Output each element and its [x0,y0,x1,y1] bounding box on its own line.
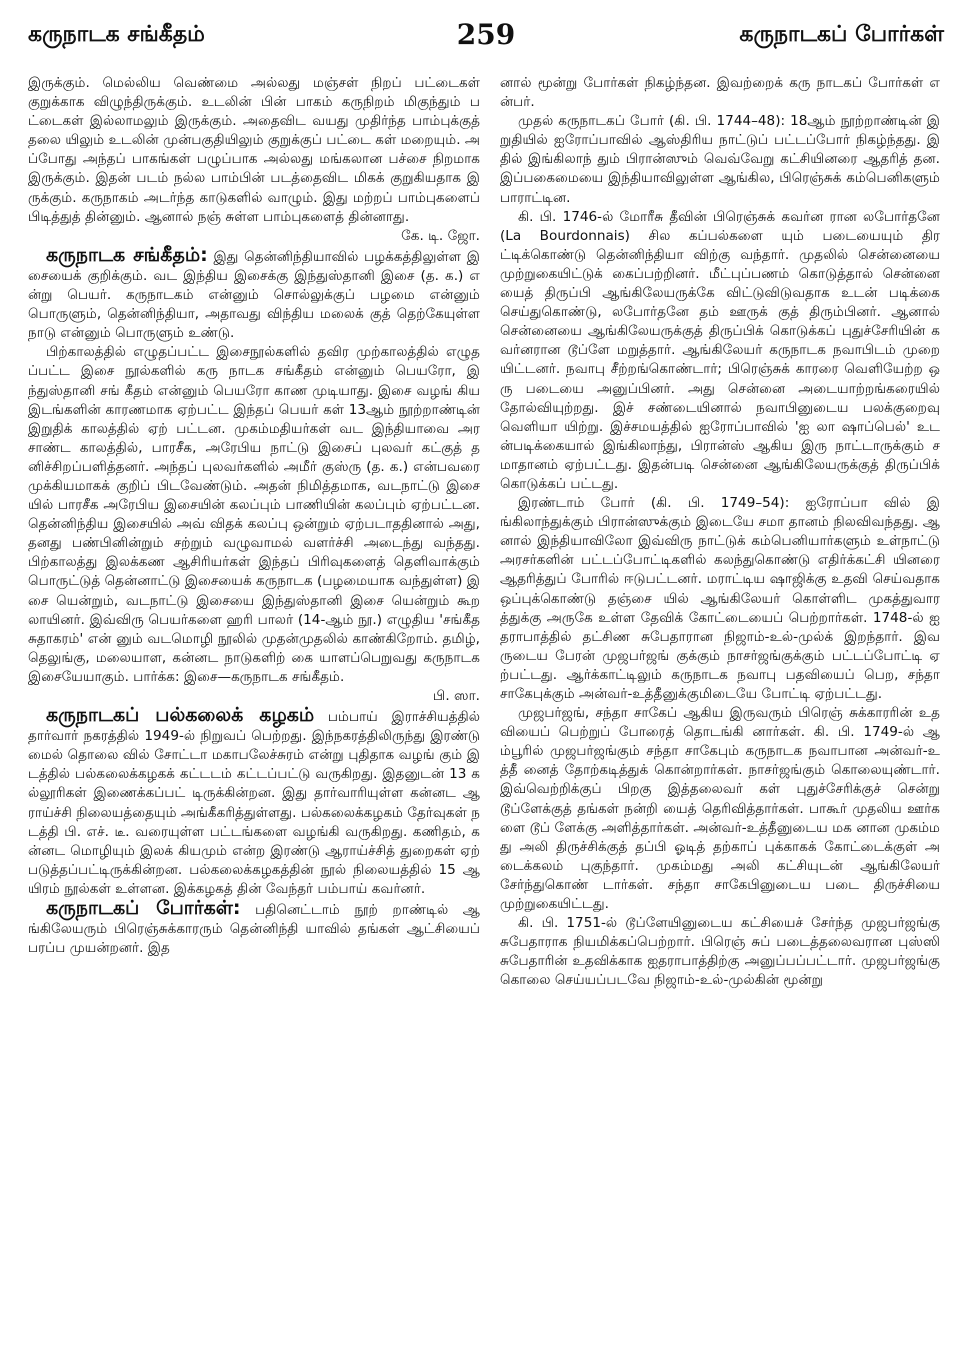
section-heading: முதல் கருநாடகப் போர் (கி. பி. 1744–48): [518,113,786,130]
paragraph: பிற்காலத்தில் எழுதப்பட்ட இசைநூல்களில் தவிர முற்காலத்தில் எழுதப்பட்ட இசை நூல்களில் கரு நாடக சங்கீதம் என்னும் பெயரோ, இந்துஸ்தானி சங் கீதம் என்னும் பெயரோ காண முடியாது. இசை வழங் கிய இடங்களின் காரணமாக ஏற்பட்ட இந்தப் பெயர் கள் 13ஆம் நூற்றாண்டின் இறுதிக் காலத்தில் ஏற் பட்டன. முகம்மதியர்கள் வட இந்தியாவை அரசாண்ட காலத்தில், பாரசீக, அரேபிய நாட்டு இசைப் புலவர் கட்குத் தனிச்சிறப்பளித்தனர். அந்தப் புலவர்களில் அமீர் குஸ்ரு (த. க.) என்பவரை முக்கியமாகக் குறிப் பிடவேண்டும். அதன் நிமித்தமாக, வடநாட்டு இசை யில் பாரசீக அரேபிய இசையின் கலப்பும் பாணியின் கலப்பும் ஏற்பட்டன. தென்னிந்திய இசையில் அவ் விதக் கலப்பு ஒன்றும் ஏற்படாததினால் அது, தனது பண்பினின்றும் சற்றும் வழுவாமல் வளர்ச்சி அடைந்து வந்தது. பிற்காலத்து இலக்கண ஆசிரியர்கள் இந்தப் பிரிவுகளைத் தெளிவாக்கும் பொருட்டுத் தென்னாட்டு இசையைக் கருநாடக (பழமையாக வந்துள்ள) இசை யென்றும், வடநாட்டு இசையை இந்துஸ்தானி இசை யென்றும் கூறலாயினர். இவ்விரு பெயர்களை ஹரி பாலர் (14-ஆம் நூ.) எழுதிய 'சங்கீத சுதாகரம்' என் னும் வடமொழி நூலில் முதன்முதலில் காண்கிறோம். தமிழ், தெலுங்கு, மலையாள, கன்னட நாடுகளிற் கை யாளப்பெறுவது கருநாடக இசையேயாகும். பார்க்க: இசை—கருநாடக சங்கீதம். [28,344,480,685]
section-heading: இரண்டாம் போர் (கி. பி. 1749–54): [518,495,790,512]
paragraph: கி. பி. 1746-ல் மோரீசு தீவின் பிரெஞ்சுக் கவர்ன ரான லபோர்தனே (La Bourdonnais) சில கப்பல்களை யும் படையையும் திரட்டிக்கொண்டு தென்னிந்தியா விற்கு வந்தார். முதலில் சென்னையை முற்றுகையிட்டுக் கைப்பற்றினர். மீட்புப்பணம் கொடுத்தால் சென்னை யைத் திருப்பி ஆங்கிலேயருக்கே விட்டுவிடுவதாக உடன் படிக்கை செய்துகொண்டு, லபோர்தனே தம் ஊருக் குத் திரும்பினர். ஆனால் சென்னையை ஆங்கிலேயருக்குத் திருப்பிக் கொடுக்கப் புதுச்சேரியின் கவர்னரான டூப்ளே மறுத்தார். ஆங்கிலேயர் கருநாடக நவாபிடம் முறை யிட்டனர். நவாபு சீற்றங்கொண்டார்; பிரெஞ்சுக் காரரை வெளியேற்ற ஒரு படையை அனுப்பினர். அது சென்னை அடையாற்றங்கரையில் தோல்வியுற்றது. இச் சண்டையினால் நவாபினுடைய பலக்குறைவு வெளியா யிற்று. இச்சமயத்தில் ஐரோப்பாவில் 'ஐ லா ஷாப்பெல்' உடன்படிக்கையால் இங்கிலாந்து, பிரான்ஸ் ஆகிய இரு நாட்டாருக்கும் சமாதானம் ஏற்பட்டது. இதன்படி சென்னை ஆங்கிலேயருக்குத் திருப்பிக் கொடுக்கப் பட்டது. [500,208,940,492]
intro-paragraph: இருக்கும். மெல்லிய வெண்மை அல்லது மஞ்சள் நிறப் பட்டைகள் குறுக்காக விழுந்திருக்கும். உடலின் பின் பாகம் கருநிறம் மிகுந்தும் பட்டைகள் இல்லாமலும் இருக்கும். அதைவிட வயது முதிர்ந்த பாம்புக்குத் தலை யிலும் உடலின் முன்பகுதியிலும் குறுக்குப் பட்டை கள் மறையும். அப்போது அந்தப் பாகங்கள் பழுப்பாக அல்லது மங்கலான பச்சை நிறமாக இருக்கும். இதன் படம் நல்ல பாம்பின் படத்தைவிட மிகக் குறுகியதாக இருக்கும். கருநாகம் அடர்ந்த காடுகளில் வாழும். இது மற்றப் பாம்புகளைப் பிடித்துத் தின்னும். ஆனால் நஞ் சுள்ள பாம்புகளைத் தின்னாது. [28,75,480,225]
entry-karnataka-university [28,706,480,899]
paragraph: கி. பி. 1751-ல் டூப்ளேயினுடைய கட்சியைச் சேர்ந்த முஜபர்ஜங்கு சுபேதாராக நியமிக்கப்பெற்றார். பிரெஞ் சுப் படைத்தலைவரான புஸ்ஸி சுபேதாரின் உதவிக்காக ஐதராபாத்திற்கு அனுப்பப்பட்டார். முஜபர்ஜங்கு கொலை செய்யப்படவே நிஜாம்-உல்-முல்கின் மூன்று [500,915,940,989]
second-war-section [500,494,940,704]
entry-title: கருநாடகப் போர்கள்: [46,897,241,920]
first-war-section [500,112,940,207]
author-initials: கே. டி. ஜோ. [401,227,480,244]
section-body: 18ஆம் நூற்றாண்டின் இறுதியில் ஐரோப்பாவில் ஆஸ்திரிய நாட்டுப் பட்டப்போர் நிகழ்ந்தது. இதில் இங்கிலாந் தும் பிரான்ஸும் வெவ்வேறு கட்சியினரை ஆதரித் தன. இப்பகைமையை இந்தியாவிலுள்ள ஆங்கில, பிரெஞ்சுக் கம்பெனிகளும் பாராட்டின. [500,113,940,206]
entry-title: கருநாடக சங்கீதம்: [46,243,208,266]
entry-karnataka-wars [28,899,480,958]
right-column [500,74,940,991]
paragraph: முஜபர்ஜங், சந்தா சாகேப் ஆகிய இருவரும் பிரெஞ் சுக்காரரின் உதவியைப் பெற்றுப் போரைத் தொடங்கி னார்கள். கி. பி. 1749-ல் ஆம்பூரில் முஜபர்ஜங்கும் சந்தா சாகேபும் கருநாடக நவாபான அன்வர்-உத்தீ னைத் தோற்கடித்துக் கொன்றார்கள். நாசர்ஜங்கும் கொலையுண்டார். இவ்வெற்றிக்குப் பிறகு இத்தலைவர் கள் புதுச்சேரிக்குச் சென்று டூப்ளேக்குத் தங்கள் நன்றி யைத் தெரிவித்தார்கள். பாகூர் முதலிய ஊர்களை டூப் ளேக்கு அளித்தார்கள். அன்வர்-உத்தீனுடைய மக னான முகம்மது அலி திருச்சிக்குத் தப்பி ஓடித் தற்காப் புக்காகக் கோட்டைக்குள் அடைக்கலம் புகுந்தார். முகம்மது அலி கட்சியுடன் ஆங்கிலேயர் சேர்ந்துகொண் டார்கள். சந்தா சாகேபினுடைய படை திருச்சியை முற்றுகையிட்டது. [500,705,940,913]
section-body: ஐரோப்பா வில் இங்கிலாந்துக்கும் பிரான்ஸுக்கும் இடையே சமா தானம் நிலவிவந்தது. ஆனால் இந்தியாவிலோ இவ்விரு நாட்டுக் கம்பெனியார்களும் உள்நாட்டு அரசர்களின் பட்டப்போட்டிகளில் கலந்துகொண்டு எதிர்க்கட்சி யினரை ஆதரித்துப் போரில் ஈடுபட்டனர். மராட்டிய ஷாஜிக்கு உதவி செய்வதாக ஒப்புக்கொண்டு தஞ்சை யில் ஆங்கிலேயர் கொள்ளிட முகத்துவாரத்துக்கு அருகே உள்ள தேவிக் கோட்டையைப் பெற்றார்கள். 1748-ல் ஐதராபாத்தில் தட்சிண சுபேதாரான நிஜாம்-உல்-முல்க் இறந்தார். இவருடைய பேரன் முஜபர்ஜங் குக்கும் நாசர்ஜங்குக்கும் பட்டப்போட்டி ஏற்பட்டது. ஆர்க்காட்டிலும் கருநாடக நவாபு பதவியைப் பெற, சந்தா சாகேபுக்கும் அன்வர்-உத்தீனுக்குமிடையே போட்டி ஏற்பட்டது. [500,495,940,702]
entry-body: பதினெட்டாம் நூற் றாண்டில் ஆங்கிலேயரும் பிரெஞ்சுக்காரரும் தென்னிந்தி யாவில் தங்கள் ஆட்சியைப் பரப்ப முயன்றனர். இத [28,902,480,957]
entry-body: பம்பாய் இராச்சியத்தில் தார்வார் நகரத்தில் 1949-ல் நிறுவப் பெற்றது. இந்நகரத்திலிருந்து இரண்டு மைல் தொலை வில் சோட்டா மகாபலேச்சுரம் என்று புதிதாக வழங் கும் இடத்தில் பல்கலைக்கழகக் கட்டடம் கட்டப்பட்டு வருகிறது. இதனுடன் 13 கல்லூரிகள் இணைக்கப்பட் டிருக்கின்றன. இது தார்வாரியுள்ள கன்னட ஆராய்ச்சி நிலையத்தையும் அங்கீகரித்துள்ளது. பல்கலைக்கழகம் தேர்வுகள் நடத்தி பி. எச். டீ. வரையுள்ள பட்டங்களை வழங்கி வருகிறது. கணிதம், கன்னட மொழியும் இலக் கியமும் என்ற இரண்டு ஆராய்ச்சித் துறைகள் ஏற் படுத்தப்பட்டிருக்கின்றன. பல்கலைக்கழகத்தின் நூல் நிலையத்தில் 15 ஆயிரம் நூல்கள் உள்ளன. இக்கழகத் தின் வேந்தர் பம்பாய் கவர்னர். [28,709,480,897]
author-initials: பி. ஸா. [432,688,480,704]
page-header [28,14,944,54]
entry-karnataka-sangeetham [28,243,480,343]
paragraph: னால் மூன்று போர்கள் நிகழ்ந்தன. இவற்றைக் கரு நாடகப் போர்கள் என்பர். [500,75,940,111]
left-column [28,74,480,958]
entry-body: இது தென்னிந்தியாவில் பழக்கத்திலுள்ள இசையைக் குறிக்கும். வட இந்திய இசைக்கு இந்துஸ்தானி இசை (த. க.) என்று பெயர். கருநாடகம் என்னும் சொல்லுக்குப் பழமை என்னும் பொருளும், தென்னிந்தியா, அதாவது விந்திய மலைக் குத் தெற்கேயுள்ள நாடு என்னும் பொருளும் உண்டு. [28,248,480,342]
entry-title: கருநாடகப் பல்கலைக் கழகம் [46,704,315,727]
page-number: 259 [456,18,516,51]
running-head-left: கருநாடக சங்கீதம் [28,22,205,47]
running-head-right: கருநாடகப் போர்கள் [739,22,944,47]
